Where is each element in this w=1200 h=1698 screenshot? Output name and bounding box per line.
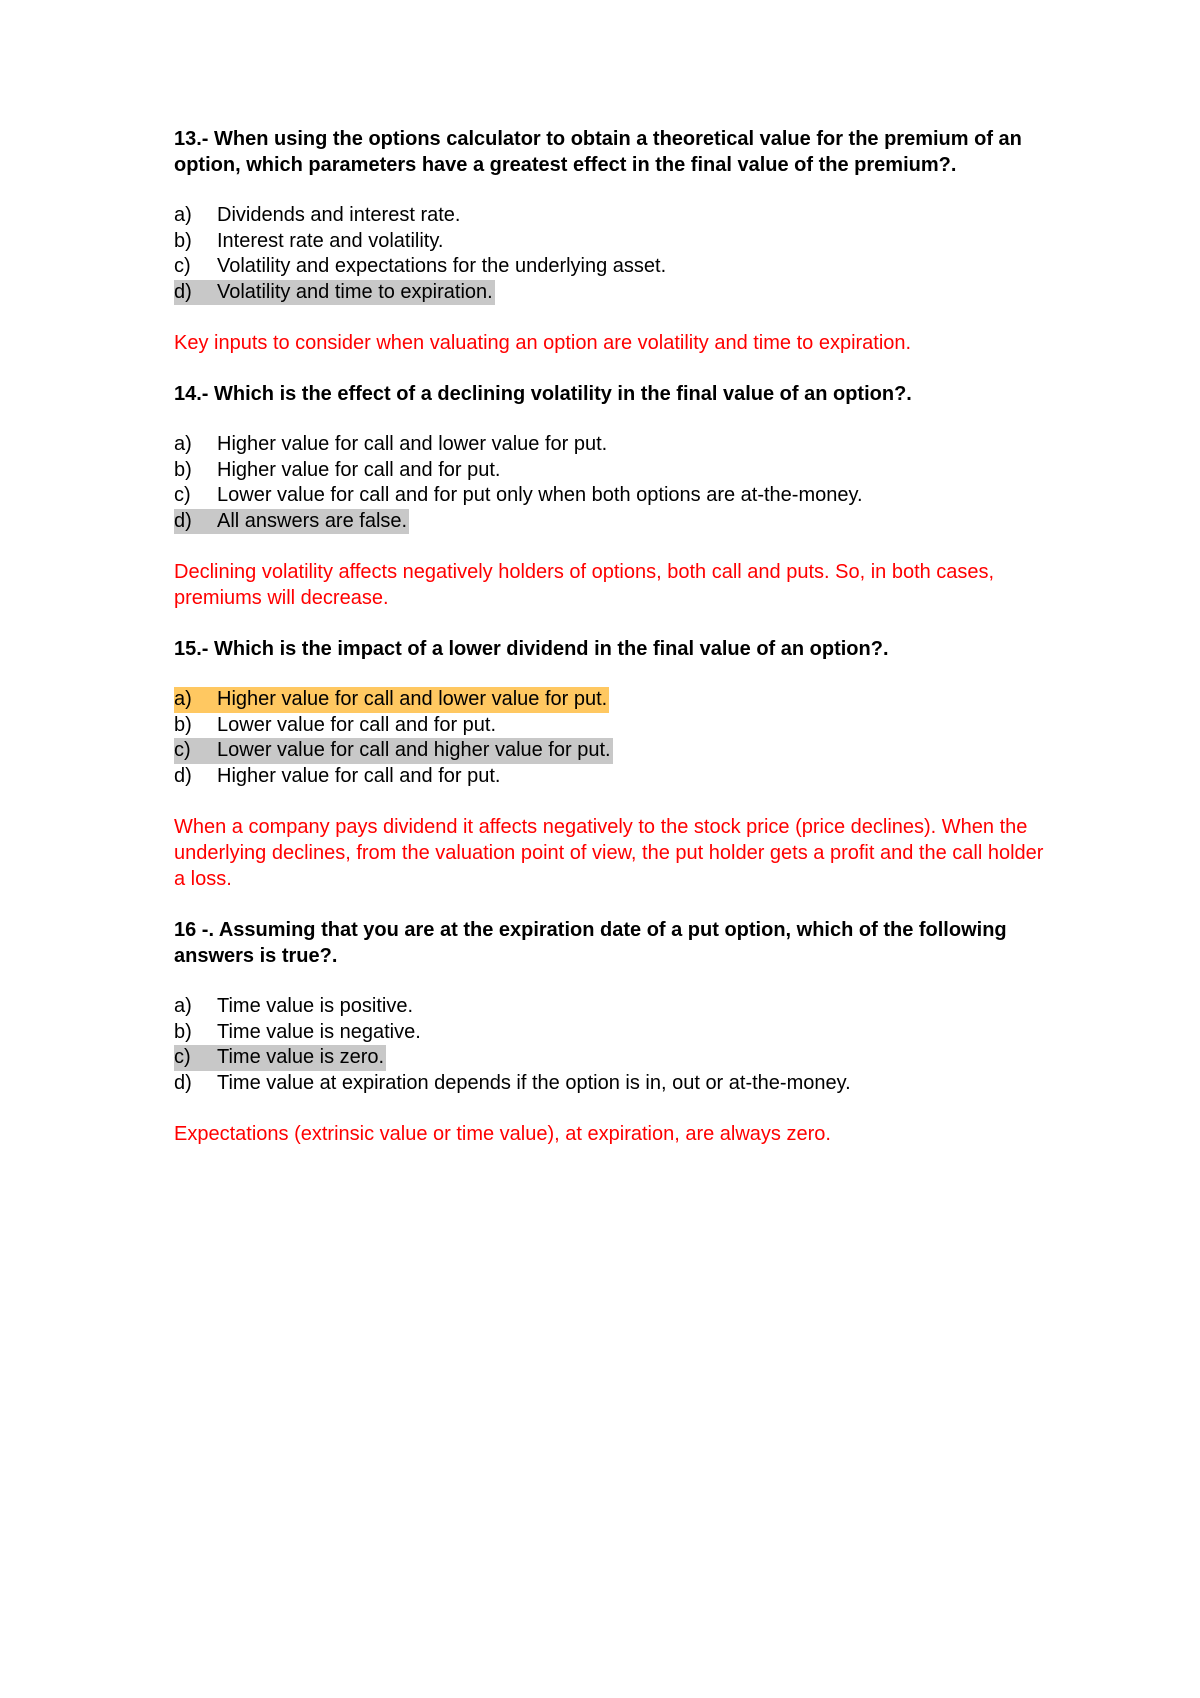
option-c (174, 483, 1054, 509)
option-a (174, 994, 1054, 1020)
document-page (174, 126, 1054, 1172)
question-14-options (174, 432, 1054, 534)
option-letter: c) (174, 1046, 191, 1068)
option-letter: b) (174, 458, 192, 481)
option-b (174, 1020, 1054, 1046)
option-a (174, 203, 1054, 229)
option-letter: b) (174, 229, 192, 252)
option-c (174, 254, 1054, 280)
question-15-explanation: When a company pays dividend it affects negatively to the stock price (price declines). When the underlying declines, from the valuation point of view, the put holder gets a profit and the call holder a loss. (174, 816, 1044, 890)
option-d (174, 764, 1054, 790)
option-letter: b) (174, 1020, 192, 1043)
option-text: Time value is negative. (217, 1020, 421, 1043)
option-d (174, 1071, 1054, 1097)
question-14-explanation: Declining volatility affects negatively holders of options, both call and puts. So, in both cases, premiums will decrease. (174, 561, 995, 609)
option-d (174, 509, 1054, 535)
option-letter: a) (174, 995, 192, 1017)
option-letter: d) (174, 280, 192, 303)
option-letter: a) (174, 688, 192, 710)
question-14-text: 14.- Which is the effect of a declining volatility in the final value of an option?. (174, 383, 912, 405)
option-text: Lower value for call and for put only when both options are at-the-money. (217, 484, 863, 506)
option-text: All answers are false. (217, 509, 408, 532)
option-text: Time value is positive. (217, 995, 413, 1017)
option-letter: a) (174, 204, 192, 226)
option-b (174, 713, 1054, 739)
question-16-options (174, 994, 1054, 1096)
option-letter: d) (174, 509, 192, 532)
option-d (174, 280, 1054, 306)
option-text: Volatility and time to expiration. (217, 280, 493, 303)
question-13-explanation: Key inputs to consider when valuating an option are volatility and time to expiration. (174, 332, 912, 354)
option-letter: d) (174, 764, 192, 787)
question-block-15 (174, 636, 1054, 892)
option-text: Lower value for call and for put. (217, 713, 497, 736)
option-letter: c) (174, 484, 191, 506)
option-text: Time value at expiration depends if the option is in, out or at-the-money. (217, 1071, 851, 1094)
option-text: Lower value for call and higher value for put. (217, 739, 611, 761)
option-b (174, 458, 1054, 484)
option-text: Higher value for call and for put. (217, 764, 501, 787)
question-15-text: 15.- Which is the impact of a lower dividend in the final value of an option?. (174, 638, 889, 660)
question-13-text: 13.- When using the options calculator to obtain a theoretical value for the premium of an option, which parameters have a greatest effect in the final value of the premium?. (174, 128, 1022, 176)
question-block-14 (174, 381, 1054, 611)
question-16-explanation: Expectations (extrinsic value or time value), at expiration, are always zero. (174, 1123, 831, 1145)
question-block-13 (174, 126, 1054, 356)
option-c (174, 1045, 1054, 1071)
option-letter: b) (174, 713, 192, 736)
option-text: Time value is zero. (217, 1046, 385, 1068)
option-a (174, 432, 1054, 458)
option-text: Volatility and expectations for the underlying asset. (217, 255, 667, 277)
question-13-options (174, 203, 1054, 305)
question-15-options (174, 687, 1054, 789)
question-block-16 (174, 917, 1054, 1147)
option-b (174, 229, 1054, 255)
option-text: Interest rate and volatility. (217, 229, 444, 252)
option-letter: a) (174, 433, 192, 455)
option-letter: c) (174, 739, 191, 761)
question-16-text: 16 -. Assuming that you are at the expiration date of a put option, which of the following answers is true?. (174, 919, 1007, 967)
option-text: Higher value for call and lower value for put. (217, 433, 608, 455)
option-text: Higher value for call and for put. (217, 458, 501, 481)
option-letter: d) (174, 1071, 192, 1094)
option-a (174, 687, 1054, 713)
option-text: Dividends and interest rate. (217, 204, 461, 226)
option-letter: c) (174, 255, 191, 277)
option-c (174, 738, 1054, 764)
option-text: Higher value for call and lower value for put. (217, 688, 608, 710)
